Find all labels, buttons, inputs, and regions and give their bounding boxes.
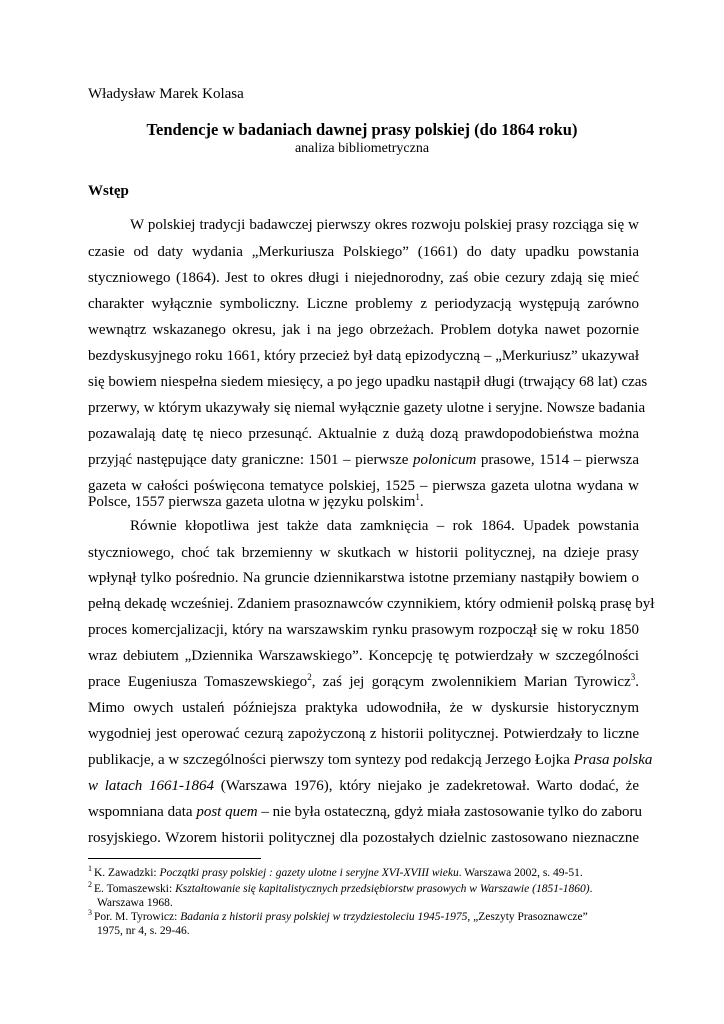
text-line (88, 672, 639, 692)
text-line: charakter wyłącznie symboliczny. Liczne problemy z periodyzacją występują zarówno (88, 296, 639, 312)
italic-title: Prasa polska (573, 752, 653, 768)
footnote-ref-1[interactable]: 1 (415, 492, 420, 502)
footnote-title: Początki prasy polskiej : gazety ulotne i seryjne XVI-XVIII wieku (159, 867, 459, 879)
footnote-1 (88, 866, 639, 880)
text-line: proces komercjalizacji, który na warszawskim rynku prasowym rozpoczął się w roku 1850 (88, 622, 639, 638)
text-line (88, 750, 653, 770)
author-name: Władysław Marek Kolasa (88, 86, 244, 102)
text-span: . (635, 674, 639, 690)
text-line: Równie kłopotliwa jest także data zamknięcia – rok 1864. Upadek powstania (130, 518, 639, 534)
footnote-title: Kształtowanie się kapitalistycznych przedsiębiorstw prasowych w Warszawie (1851-1860) (175, 883, 590, 895)
footnote-ref-2[interactable]: 2 (307, 672, 312, 682)
footnote-text: E. Tomaszewski: (94, 883, 176, 895)
text-line: wraz debiutem „Dziennika Warszawskiego”. Koncepcję tę potwierdzały w szczególności (88, 648, 639, 664)
text-span: . (419, 494, 424, 510)
text-span: , zaś jej gorącym zwolennikiem Marian Tyrowicz (311, 674, 631, 690)
text-line: styczniowego, choć tak brzemienny w skutkach w historii politycznej, na dzieje prasy (88, 545, 639, 561)
text-line: styczniowego (1864). Jest to okres długi i niejednorodny, zaś obie cezury zdają się mieć (88, 270, 639, 286)
text-line: rosyjskiego. Wzorem historii politycznej dla pozostałych dzielnic zastosowano nieznaczne (88, 830, 639, 846)
text-line: Mimo owych ustaleń późniejsza praktyka udowodniła, że w dyskursie historycznym (88, 700, 639, 716)
text-line (88, 802, 643, 822)
italic-title: w latach 1661-1864 (88, 778, 214, 794)
footnote-2 (88, 882, 639, 896)
text-line: pozawalają datę tę nieco przesunąć. Aktualnie z dużą dozą prawdopodobieństwa można (88, 426, 639, 442)
text-span: Polsce, 1557 pierwsza gazeta ulotna w języku polskim (88, 494, 416, 510)
footnote-text: . Warszawa 2002, s. 49-51. (458, 867, 583, 879)
text-line (88, 492, 639, 512)
italic-term: post quem (196, 804, 258, 820)
text-span: przyjąć następujące daty graniczne: 1501 – pierwsze (88, 452, 413, 468)
footnote-2-continuation: Warszawa 1968. (97, 897, 173, 909)
footnote-3-continuation: 1975, nr 4, s. 29-46. (97, 925, 190, 937)
text-line: pełną dekadę wcześniej. Zdaniem prasoznawców czynnikiem, który odmienił polską prasę był (88, 596, 655, 612)
footnote-text: Por. M. Tyrowicz: (94, 911, 181, 923)
text-line: wygodniej jest operować cezurą zapożyczoną z historii politycznej. Potwierdzały to liczne (88, 726, 639, 742)
footnote-text: . (589, 883, 593, 895)
paper-title: Tendencje w badaniach dawnej prasy polskiej (do 1864 roku) (146, 120, 578, 139)
text-line: się bowiem niespełna siedem miesięcy, a po jego upadku nastąpił długi (trwający 68 lat) czas (88, 374, 648, 390)
footnote-number: 3 (88, 908, 92, 918)
footnote-separator (88, 858, 261, 859)
italic-term: polonicum (412, 452, 477, 468)
text-line (88, 450, 639, 470)
footnote-number: 2 (88, 880, 92, 890)
text-line: czasie od daty wydania „Merkuriusza Polskiego” (1661) do daty upadku powstania (88, 244, 639, 260)
footnote-3 (88, 910, 639, 924)
text-line: bezdyskusyjnego roku 1661, który przecież był datą epizodyczną – „Merkuriusz” ukazywał (88, 348, 639, 364)
footnote-text: , „Zeszyty Prasoznawcze” (467, 911, 588, 923)
text-line: wpłynął tylko pośrednio. Na gruncie dziennikarstwa istotne przemiany nastąpiły bowiem o (88, 570, 639, 586)
text-span: publikacje, a w szczególności pierwszy tom syntezy pod redakcją Jerzego Łojka (88, 752, 574, 768)
text-line: przerwy, w którym ukazywały się niemal wyłącznie gazety ulotne i seryjne. Nowsze badania (88, 400, 646, 416)
text-line: W polskiej tradycji badawczej pierwszy okres rozwoju polskiej prasy rozciąga się w (130, 217, 639, 233)
text-line: gazeta w całości poświęcona tematyce polskiej, 1525 – pierwsza gazeta ulotna wydana w (88, 478, 639, 494)
text-line: wewnątrz wskazanego okresu, jak i na jego obrzeżach. Problem dotyka nawet pozornie (88, 322, 639, 338)
footnote-number: 1 (88, 864, 92, 874)
text-span: prasowe, 1514 – pierwsza (476, 452, 639, 468)
text-span: wspomniana data (88, 804, 197, 820)
text-span: (Warszawa 1976), który niejako je zadekretował. Warto dodać, że (214, 778, 639, 794)
footnote-ref-3[interactable]: 3 (630, 672, 636, 682)
text-span: – nie była ostateczną, gdyż miała zastosowanie tylko do zaboru (257, 804, 643, 820)
footnote-text: K. Zawadzki: (94, 867, 160, 879)
paper-subtitle: analiza bibliometryczna (294, 141, 430, 156)
text-span: prace Eugeniusza Tomaszewskiego (88, 674, 308, 690)
footnote-title: Badania z historii prasy polskiej w trzydziestoleciu 1945-1975 (180, 911, 468, 923)
text-line (88, 776, 639, 796)
section-heading: Wstęp (88, 183, 129, 199)
